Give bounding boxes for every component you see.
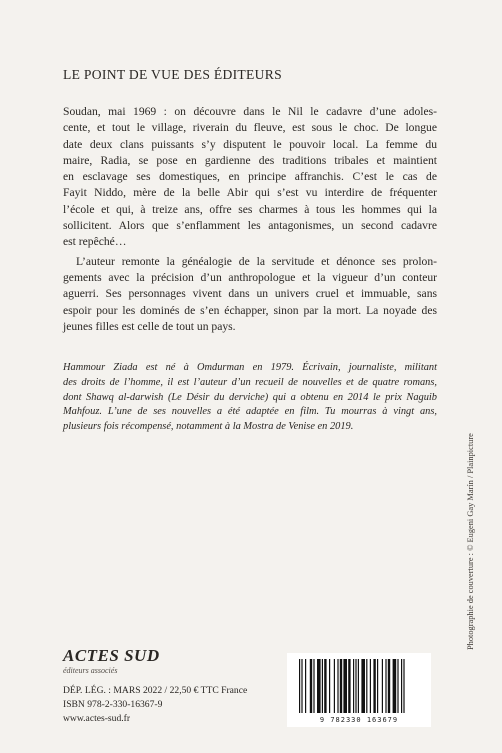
- bio-line: Hammour Ziada est né à Omdurman en 1979. Écrivain, journaliste, militant: [63, 362, 437, 373]
- synopsis-line: est repêché…: [63, 235, 127, 249]
- synopsis-line: date deux clans puissants s’y disputent le pouvoir local. La femme du: [63, 137, 437, 151]
- synopsis-line: sollicitent. Alors que s’enflamment les antagonismes, un second cadavre: [63, 219, 437, 233]
- synopsis-line: maire, Radia, se pose en gardienne des traditions tribales et maintient: [63, 153, 437, 167]
- synopsis-line: Fayit Niddo, mère de la belle Abir qui s’est vu interdire de fréquenter: [63, 186, 437, 200]
- synopsis-line: L’auteur remonte la généalogie de la servitude et dénonce ses prolon-: [76, 254, 437, 268]
- book-info: [63, 684, 247, 727]
- barcode-digits: 9 782330 163679: [319, 716, 399, 724]
- photo-credit: Photographie de couverture : © Eugeni Gay Marín / Plainpicture: [466, 433, 475, 650]
- synopsis-line: en esclavage ses domestiques, en principe affranchis. C’est le cas de: [63, 170, 437, 184]
- synopsis-line: espoir pour les dominés de s’en échapper, sinon par la mort. La noyade des: [63, 303, 437, 317]
- publisher-logo: ACTES SUD: [63, 646, 160, 665]
- synopsis-line: gements avec la précision d’un anthropologue et la vigueur d’un conteur: [63, 270, 437, 284]
- synopsis-line: l’école et qui, à treize ans, offre ses charmes à tous les hommes qui la: [63, 202, 437, 216]
- barcode-bars-icon: [287, 653, 431, 715]
- bio-line: plusieurs fois récompensé, notamment à la Mostra de Venise en 2019.: [63, 421, 354, 433]
- legal-deposit: DÉP. LÉG. : MARS 2022 / 22,50 € TTC France: [63, 685, 248, 696]
- synopsis-line: jeunes filles est celle de tout un pays.: [63, 319, 236, 333]
- synopsis: [63, 104, 437, 335]
- isbn: ISBN 978-2-330-16367-9: [63, 699, 163, 711]
- section-heading: LE POINT DE VUE DES ÉDITEURS: [63, 67, 282, 82]
- synopsis-line: aguerri. Ses personnages vivent dans un univers cruel et immuable, sans: [63, 287, 437, 301]
- publisher-subline: éditeurs associés: [63, 666, 118, 675]
- author-bio: [63, 361, 437, 435]
- bio-line: Mahfouz. L’une de ses nouvelles a été adaptée en film. Tu mourras à vingt ans,: [63, 406, 437, 418]
- website: www.actes-sud.fr: [63, 713, 131, 725]
- barcode: [287, 653, 431, 727]
- bio-line: dont Shawq al-darwish (Le Désir du derviche) qui a obtenu en 2014 le prix Naguib: [63, 391, 437, 403]
- bio-line: des droits de l’homme, il est l’auteur d’un recueil de nouvelles et de quatre romans,: [63, 376, 437, 388]
- synopsis-line: Soudan, mai 1969 : on découvre dans le Nil le cadavre d’une adoles-: [63, 105, 437, 118]
- synopsis-line: cente, et tout le village, riverain du fleuve, est sous le choc. De longue: [63, 121, 437, 135]
